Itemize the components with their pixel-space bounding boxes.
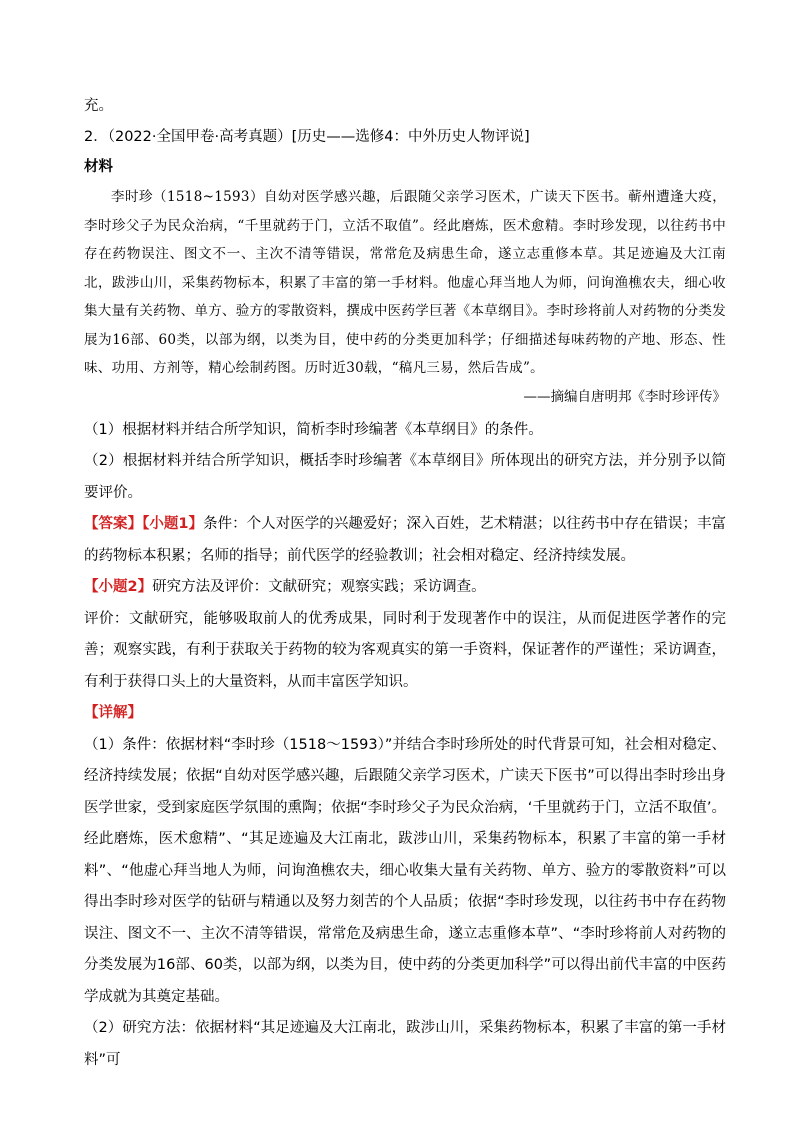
answer-text-2: 研究方法及评价：文献研究；观察实践；采访调查。	[152, 579, 486, 595]
answer-text-1: 条件：个人对医学的兴趣爱好；深入百姓，艺术精湛；以往药书中存在错误；丰富的药物标本积累；名师的指导；前代医学的经验教训；社会相对稳定、经济持续发展。	[84, 516, 726, 564]
answer-evaluation: 评价：文献研究，能够吸取前人的优秀成果，同时利于发现著作中的误注，从而促进医学著作的完善；观察实践，有利于获取关于药物的较为客观真实的第一手资料，保证著作的严谨性；采访调查，有利于获得口头上的大量资料，从而丰富医学知识。	[84, 610, 726, 690]
document-page	[84, 96, 726, 1076]
question-header	[84, 127, 726, 147]
question-number: 2．	[84, 129, 108, 145]
material-source: ——摘编自唐明邦《李时珍评传》	[523, 388, 726, 405]
detail-paragraph-1: （1）条件：依据材料“李时珍（1518～1593）”并结合李时珍所处的时代背景可知，社会相对稳定、经济持续发展；依据“自幼对医学感兴趣，后跟随父亲学习医术，广读天下医书”可以得出李时珍出身医学世家，受到家庭医学氛围的熏陶；依据“李时珍父子为民众治病，‘千里就药于门，立活不取值’。经此磨炼，医术愈精”、“其足迹遍及大江南北，跋涉山川，采集药物标本，积累了丰富的第一手材料”、“他虚心拜当地人为师，问询渔樵农夫，细心收集大量有关药物、单方、验方的零散资料”可以得出李时珍对医学的钻研与精通以及努力刻苦的个人品质；依据“李时珍发现，以往药书中存在药物误注、图文不一、主次不清等错误，常常危及病患生命，遂立志重修本草”、“李时珍将前人对药物的分类发展为16部、60类，以部为纲，以类为目，使中药的分类更加科学”可以得出前代丰富的中医药学成就为其奠定基础。	[84, 736, 726, 1005]
sub-question-1: （1）根据材料并结合所学知识，简析李时珍编著《本草纲目》的条件。	[84, 421, 543, 438]
answer-part-2	[84, 572, 726, 604]
detail-paragraph-2: （2）研究方法：依据材料“其足迹遍及大江南北，跋涉山川，采集药物标本，积累了丰富的第一手材料”可	[84, 1020, 726, 1068]
material-label: 材料	[84, 159, 113, 175]
answer-tag-1: 【答案】【小题1】	[84, 516, 204, 532]
continuation-text: 充。	[84, 98, 113, 114]
question-subject: [历史——选修4：中外历史人物评说]	[291, 129, 530, 145]
answer-tag-2: 【小题2】	[84, 579, 153, 595]
question-source: （2022·全国甲卷·高考真题）	[107, 129, 292, 145]
material-text: 李时珍（1518~1593）自幼对医学感兴趣，后跟随父亲学习医术，广读天下医书。蕲州遭逢大疫，李时珍父子为民众治病，“千里就药于门，立活不取值”。经此磨炼，医术愈精。李时珍发现，以往药书中存在药物误注、图文不一、主次不清等错误，常常危及病患生命，遂立志重修本草。其足迹遍及大江南北，跋涉山川，采集药物标本，积累了丰富的第一手材料。他虚心拜当地人为师，问询渔樵农夫，细心收集大量有关药物、单方、验方的零散资料，撰成中医药学巨著《本草纲目》。李时珍将前人对药物的分类发展为16部、60类，以部为纲，以类为目，使中药的分类更加科学；仔细描述每味药物的产地、形态、性味、功用、方剂等，精心绘制药图。历时近30载，“稿凡三易，然后告成”。	[84, 189, 726, 376]
sub-question-2: （2）根据材料并结合所学知识，概括李时珍编著《本草纲目》所体现出的研究方法，并分别予以简要评价。	[84, 453, 726, 501]
answer-part-1	[84, 509, 726, 572]
detail-tag: 【详解】	[84, 705, 142, 721]
